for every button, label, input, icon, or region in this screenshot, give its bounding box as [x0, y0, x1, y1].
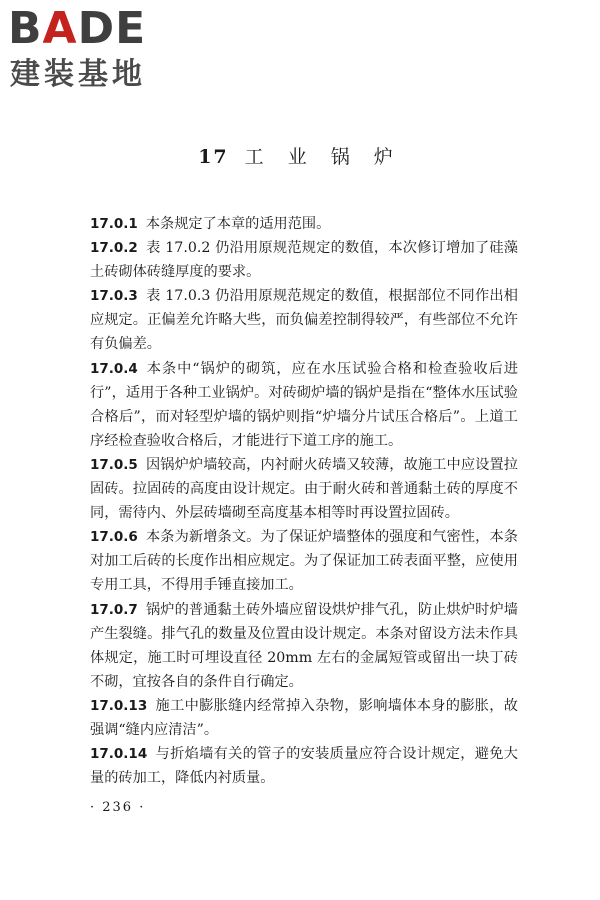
page-number: · 236 · — [90, 800, 146, 815]
clause-paragraph — [90, 598, 518, 694]
brand-logo-wordmark: BADE — [8, 3, 147, 54]
clause-text: 本条规定了本章的适用范围。 — [145, 216, 331, 232]
chapter-title — [0, 142, 600, 169]
clause-number: 17.0.13 — [90, 697, 148, 714]
clause-text: 因锅炉炉墙较高，内衬耐火砖墙又较薄，故施工中应设置拉固砖。拉固砖的高度由设计规定。由于耐火砖和普通黏土砖的厚度不同，需待内、外层砖墙砌至高度基本相等时再设置拉固砖。 — [90, 456, 518, 522]
chapter-name: 工 业 锅 炉 — [244, 146, 402, 168]
clause-paragraph — [90, 453, 518, 525]
clause-paragraph — [90, 357, 518, 453]
clause-text: 表 17.0.3 仍沿用原规范规定的数值，根据部位不同作出相应规定。正偏差允许略大些，而负偏差控制得较严，有些部位不允许有负偏差。 — [90, 288, 518, 353]
clause-text: 锅炉的普通黏土砖外墙应留设烘炉排气孔，防止烘炉时炉墙产生裂缝。排气孔的数量及位置由设计规定。本条对留设方法未作具体规定，施工时可埋设直径 20mm 左右的金属短管或留出一块丁砖不砌，宜按各自的条件自行确定。 — [90, 601, 518, 690]
clause-number: 17.0.2 — [90, 240, 138, 257]
chapter-number: 17 — [198, 146, 229, 168]
clause-text: 表 17.0.2 仍沿用原规范规定的数值，本次修订增加了硅藻土砖砌体砖缝厚度的要求。 — [90, 240, 518, 281]
clause-text: 与折焰墙有关的管子的安装质量应符合设计规定，避免大量的砖加工，降低内衬质量。 — [90, 746, 518, 787]
clause-number: 17.0.1 — [90, 216, 138, 232]
clause-number: 17.0.14 — [90, 746, 148, 763]
brand-logo — [8, 3, 178, 96]
clause-number: 17.0.7 — [90, 601, 138, 618]
clause-paragraph — [90, 694, 518, 742]
clause-text: 施工中膨胀缝内经常掉入杂物，影响墙体本身的膨胀，故强调“缝内应清洁”。 — [90, 697, 518, 738]
clause-number: 17.0.6 — [90, 529, 138, 546]
article-body — [90, 212, 518, 790]
clause-number: 17.0.3 — [90, 288, 138, 305]
clause-paragraph — [90, 236, 518, 284]
clause-paragraph — [90, 742, 518, 790]
clause-paragraph — [90, 525, 518, 597]
clause-number: 17.0.4 — [90, 360, 138, 377]
brand-logo-subtitle: 建装基地 — [10, 57, 146, 92]
clause-text: 本条为新增条文。为了保证炉墙整体的强度和气密性，本条对加工后砖的长度作出相应规定。为了保证加工砖表面平整，应使用专用工具，不得用手锤直接加工。 — [90, 529, 518, 594]
clause-number: 17.0.5 — [90, 456, 138, 473]
clause-text: 本条中“锅炉的砌筑，应在水压试验合格和检查验收后进行”，适用于各种工业锅炉。对砖砌炉墙的锅炉是指在“整体水压试验合格后”，而对轻型炉墙的锅炉则指“炉墙分片试压合格后”。上道工序经检查验收合格后，才能进行下道工序的施工。 — [90, 360, 518, 449]
clause-paragraph — [90, 212, 518, 236]
clause-paragraph — [90, 284, 518, 356]
